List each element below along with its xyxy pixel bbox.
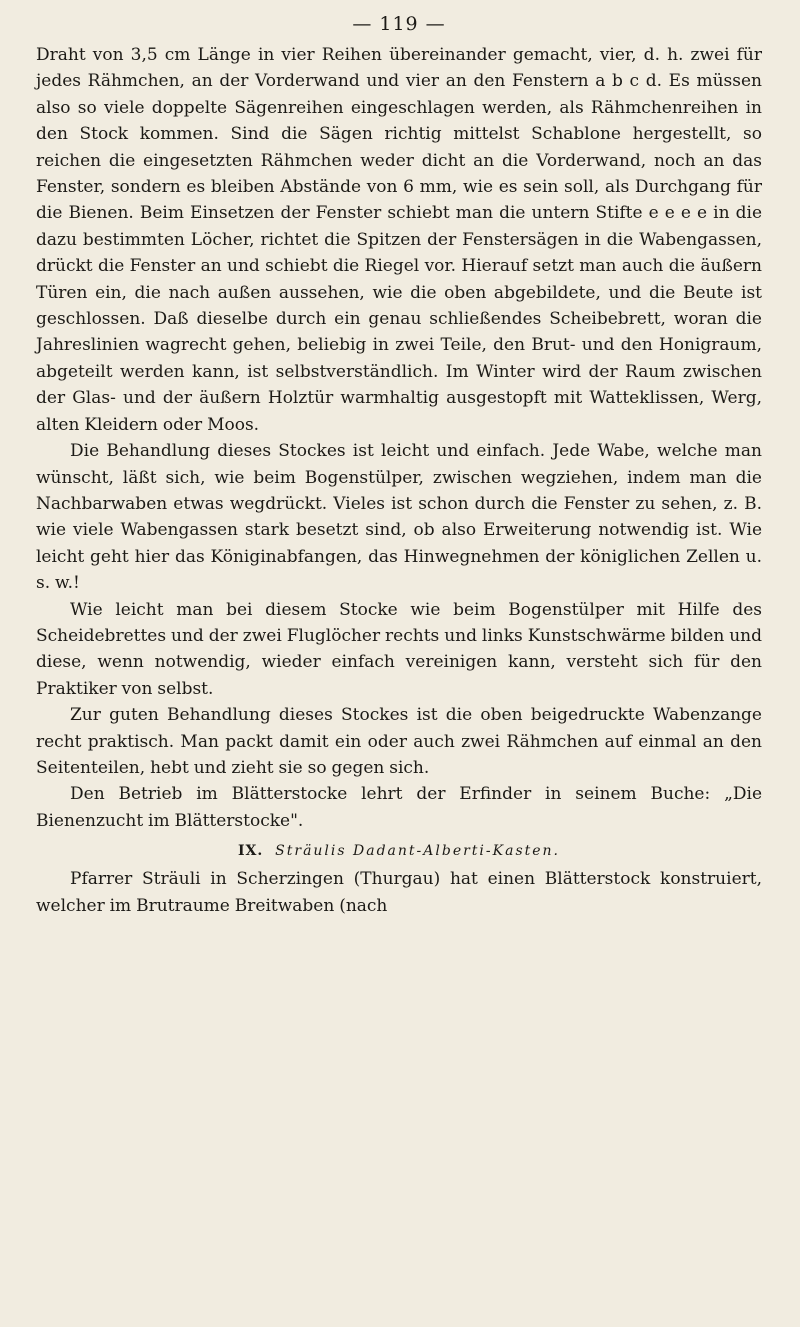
paragraph-swarms: Wie leicht man bei diesem Stocke wie beim Bogenstülper mit Hilfe des Scheidebrettes und der zwei Fluglöcher rechts und links Kunstschwärme bilden und diese, wenn notwendig, wieder einfach vereinigen kann, versteht sich für den Praktiker von selbst. (36, 599, 762, 699)
paragraph-operation: Den Betrieb im Blätterstocke lehrt der Erfinder in seinem Buche: „Die Bienenzucht im Blätterstocke". (36, 784, 762, 831)
section-title: Sträulis Dadant-Alberti-Kasten. (275, 843, 561, 860)
paragraph-wabenzange: Zur guten Behandlung dieses Stockes ist die oben beigedruckte Wabenzange recht praktisch. Man packt damit ein oder auch zwei Rähmchen auf einmal an den Seitenteilen, hebt und zieht sie so gegen sich. (36, 705, 762, 778)
section-number: IX. (237, 843, 264, 860)
paragraph-construction: Draht von 3,5 cm Länge in vier Reihen übereinander gemacht, vier, d. h. zwei für jedes Rähmchen, an der Vorderwand und vier an den Fenstern a b c d. Es müssen also so viele doppelte Sägenreihen eingeschlagen werden, als Rähmchenreihen in den Stock kommen. Sind die Sägen richtig mittelst Schablone hergestellt, so reichen die eingesetzten Rähmchen weder dicht an die Vorderwand, noch an das Fenster, sondern es bleiben Abstände von 6 mm, wie es sein soll, als Durchgang für die Bienen. Beim Einsetzen der Fenster schiebt man die untern Stifte e e e e in die dazu bestimmten Löcher, richtet die Spitzen der Fenstersägen in die Wabengassen, drückt die Fenster an und schiebt die Riegel vor. Hierauf setzt man auch die äußern Türen ein, die nach außen aussehen, wie die oben abgebildete, und die Beute ist geschlossen. Daß dieselbe durch ein genau schließendes Scheibebrett, woran die Jahreslinien wagrecht gehen, beliebig in zwei Teile, den Brut- und den Honigraum, abgeteilt werden kann, ist selbstverständlich. Im Winter wird der Raum zwischen der Glas- und der äußern Holztür warmhaltig ausgestopft mit Watteklissen, Werg, alten Kleidern oder Moos. (36, 45, 762, 435)
section-heading (36, 838, 762, 864)
paragraph-straeuli: Pfarrer Sträuli in Scherzingen (Thurgau) hat einen Blätterstock konstruiert, welcher im Brutraume Breitwaben (nach (36, 869, 762, 916)
page-number: — 119 — (352, 13, 446, 35)
paragraph-handling: Die Behandlung dieses Stockes ist leicht und einfach. Jede Wabe, welche man wünscht, läßt sich, wie beim Bogenstülper, zwischen wegziehen, indem man die Nachbarwaben etwas wegdrückt. Vieles ist schon durch die Fenster zu sehen, z. B. wie viele Wabengassen stark besetzt sind, ob also Erweiterung notwendig ist. Wie leicht geht hier das Königinabfangen, das Hinwegnehmen der königlichen Zellen u. s. w.! (36, 441, 762, 594)
